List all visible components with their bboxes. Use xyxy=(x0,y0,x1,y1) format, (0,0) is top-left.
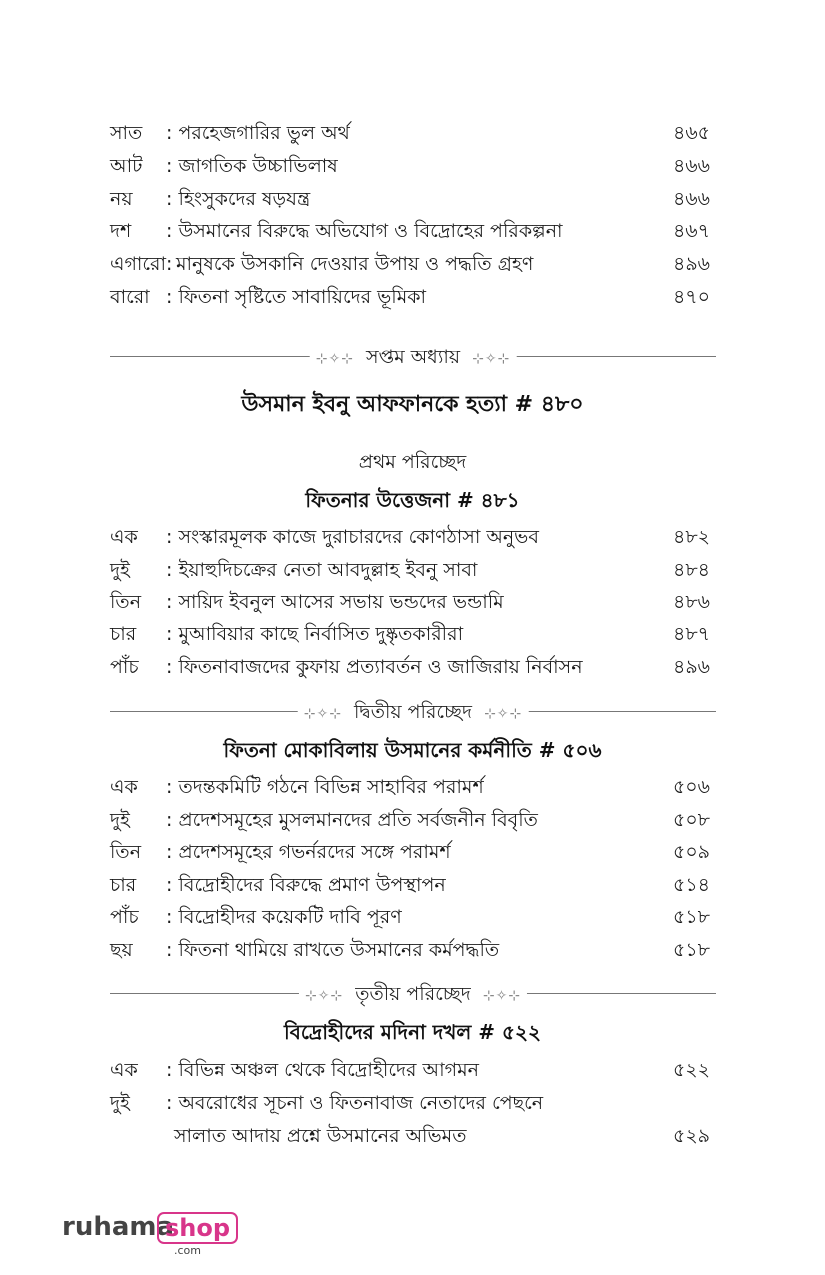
toc-entry xyxy=(110,1088,710,1118)
ornament-icon: ⊹✧⊹ xyxy=(303,706,342,722)
toc-entry xyxy=(110,151,710,181)
entry-title: : মুআবিয়ার কাছে নির্বাসিত দুষ্কৃতকারীরা xyxy=(166,623,464,645)
entry-number: বারো xyxy=(110,286,150,308)
toc-entry xyxy=(110,249,710,279)
section-divider xyxy=(110,981,716,1007)
section-title: ফিতনার উত্তেজনা # ৪৮১ xyxy=(305,488,520,512)
section-label: প্রথম পরিচ্ছেদ xyxy=(358,451,467,473)
entry-page: ৫২২ xyxy=(672,1059,710,1081)
entry-title: : পরহেজগারির ভুল অর্থ xyxy=(166,122,350,144)
toc-entry-continuation xyxy=(110,1121,710,1151)
entry-page: ৪৬৬ xyxy=(672,188,710,210)
section-title: ফিতনা মোকাবিলায় উসমানের কর্মনীতি # ৫০৬ xyxy=(223,738,602,762)
chapter-divider xyxy=(110,344,716,370)
entry-page: ৫১৪ xyxy=(673,874,710,896)
section-divider xyxy=(110,699,716,725)
toc-entry xyxy=(110,555,710,585)
entry-number: দুই xyxy=(110,809,130,831)
entry-page: ৪৮২ xyxy=(672,526,710,548)
entry-title: : বিদ্রোহীদর কয়েকটি দাবি পূরণ xyxy=(166,906,402,928)
entry-page: ৪৬৭ xyxy=(672,220,710,242)
toc-entry xyxy=(110,184,710,214)
chapter-title: উসমান ইবনু আফফানকে হত্যা # ৪৮০ xyxy=(241,392,584,417)
entry-number: পাঁচ xyxy=(110,656,139,678)
toc-entry xyxy=(110,935,710,965)
entry-title: : হিংসুকদের ষড়যন্ত্র xyxy=(166,188,311,210)
entry-number: ছয় xyxy=(110,939,133,961)
entry-title: : জাগতিক উচ্চাভিলাষ xyxy=(166,155,338,177)
section-title: বিদ্রোহীদের মদিনা দখল # ৫২২ xyxy=(284,1020,541,1044)
toc-entry xyxy=(110,619,710,649)
entry-title: : প্রদেশসমূহের গভর্নরদের সঙ্গে পরামর্শ xyxy=(166,841,451,863)
entry-number: এক xyxy=(110,776,138,798)
entry-title: : ফিতনাবাজদের কুফায় প্রত্যাবর্তন ও জাজিরায় নির্বাসন xyxy=(166,656,583,678)
entry-page: ৪৮৪ xyxy=(673,559,710,581)
entry-number: চার xyxy=(110,623,137,645)
toc-entry xyxy=(110,837,710,867)
toc-entry xyxy=(110,216,710,246)
entry-title: : সায়িদ ইবনুল আসের সভায় ভন্ডদের ভন্ডামি xyxy=(166,591,504,613)
logo-accent: shop xyxy=(157,1212,238,1244)
entry-title: : ফিতনা সৃষ্টিতে সাবায়িদের ভূমিকা xyxy=(166,286,427,308)
ruhamashop-logo xyxy=(62,1212,232,1262)
logo-suffix: .com xyxy=(174,1244,201,1257)
entry-number: তিন xyxy=(110,591,142,613)
entry-number: পাঁচ xyxy=(110,906,139,928)
ornament-icon: ⊹✧⊹ xyxy=(304,988,344,1004)
entry-title: : প্রদেশসমূহের মুসলমানদের প্রতি সর্বজনীন বিবৃতি xyxy=(166,809,538,831)
entry-number: তিন xyxy=(110,841,142,863)
section-label: তৃতীয় পরিচ্ছেদ xyxy=(355,983,471,1005)
toc-entry xyxy=(110,772,710,802)
entry-title: : বিদ্রোহীদের বিরুদ্ধে প্রমাণ উপস্থাপন xyxy=(166,874,446,896)
entry-page: ৫১৮ xyxy=(673,939,710,961)
entry-title: : উসমানের বিরুদ্ধে অভিযোগ ও বিদ্রোহের পরিকল্পনা xyxy=(166,220,563,242)
toc-entry xyxy=(110,902,710,932)
entry-title: মানুষকে উসকানি দেওয়ার উপায় ও পদ্ধতি গ্রহণ xyxy=(176,253,534,275)
entry-title: সালাত আদায় প্রশ্নে উসমানের অভিমত xyxy=(174,1125,467,1147)
entry-title: : ইয়াহুদিচক্রের নেতা আবদুল্লাহ ইবনু সাবা xyxy=(166,559,478,581)
entry-number: দশ xyxy=(110,220,132,242)
entry-page: ৪৯৬ xyxy=(672,253,710,275)
entry-title: : অবরোধের সূচনা ও ফিতনাবাজ নেতাদের পেছনে xyxy=(166,1092,544,1114)
entry-number: দুই xyxy=(110,1092,130,1114)
entry-page: ৪৮৬ xyxy=(672,591,710,613)
toc-entry xyxy=(110,652,710,682)
entry-number: এক xyxy=(110,526,138,548)
entry-page: ৫২৯ xyxy=(672,1125,710,1147)
toc-entry xyxy=(110,522,710,552)
toc-entry xyxy=(110,587,710,617)
entry-page: ৫০৮ xyxy=(672,809,710,831)
entry-number: সাত xyxy=(110,122,143,144)
chapter-label: সপ্তম অধ্যায় xyxy=(365,346,461,368)
logo-text: ruhama xyxy=(62,1212,175,1242)
entry-page: ৫০৬ xyxy=(672,776,710,798)
toc-entry xyxy=(110,1055,710,1085)
ornament-icon: ⊹✧⊹ xyxy=(482,988,522,1004)
entry-number: এগারো: xyxy=(110,253,173,275)
ornament-icon: ⊹✧⊹ xyxy=(484,706,523,722)
entry-page: ৪৮৭ xyxy=(672,623,710,645)
toc-entry xyxy=(110,805,710,835)
entry-number: দুই xyxy=(110,559,130,581)
toc-entry xyxy=(110,118,710,148)
entry-page: ৫১৮ xyxy=(673,906,710,928)
section-label: দ্বিতীয় পরিচ্ছেদ xyxy=(353,701,473,723)
toc-entry xyxy=(110,870,710,900)
entry-page: ৫০৯ xyxy=(672,841,710,863)
entry-title: : সংস্কারমূলক কাজে দুরাচারদের কোণঠাসা অনুভব xyxy=(166,526,539,548)
entry-number: এক xyxy=(110,1059,138,1081)
entry-title: : ফিতনা থামিয়ে রাখতে উসমানের কর্মপদ্ধতি xyxy=(166,939,500,961)
entry-title: : তদন্তকমিটি গঠনে বিভিন্ন সাহাবির পরামর্শ xyxy=(166,776,484,798)
entry-number: নয় xyxy=(110,188,133,210)
entry-page: ৪৭০ xyxy=(672,286,710,308)
entry-page: ৪৬৫ xyxy=(672,122,710,144)
ornament-icon: ⊹✧⊹ xyxy=(315,351,354,367)
entry-page: ৪৯৬ xyxy=(672,656,710,678)
ornament-icon: ⊹✧⊹ xyxy=(472,351,511,367)
entry-number: আট xyxy=(110,155,143,177)
entry-page: ৪৬৬ xyxy=(672,155,710,177)
entry-number: চার xyxy=(110,874,137,896)
entry-title: : বিভিন্ন অঞ্চল থেকে বিদ্রোহীদের আগমন xyxy=(166,1059,479,1081)
toc-entry xyxy=(110,282,710,312)
